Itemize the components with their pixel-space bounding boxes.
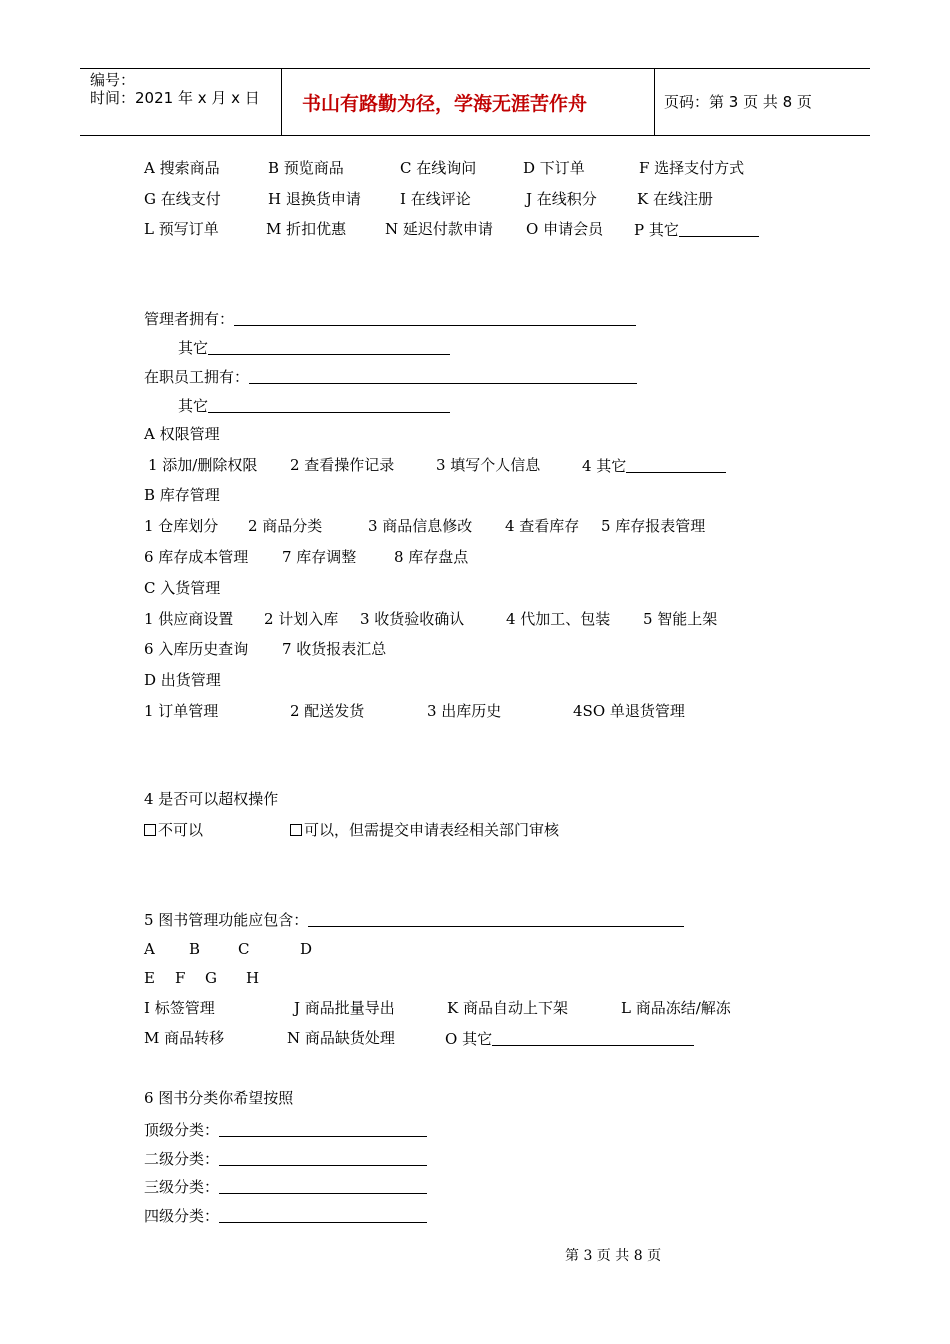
staff-blank[interactable]: [249, 369, 637, 384]
staff-line: [144, 369, 637, 385]
option-not-allowed[interactable]: [144, 823, 203, 838]
function-tag-management: I 标签管理: [144, 999, 215, 1017]
module-b-title: B 库存管理: [144, 486, 220, 504]
level-4-line: [144, 1208, 427, 1224]
option-a: A 搜索商品: [144, 159, 220, 177]
level-4-blank[interactable]: [219, 1208, 427, 1223]
manager-other-blank[interactable]: [208, 340, 450, 355]
module-c-item-4: 4 代加工、包装: [506, 610, 611, 628]
module-a-item-3: 3 填写个人信息: [436, 456, 541, 474]
time-label: 时间：2021 年 x 月 x 日: [90, 89, 260, 107]
module-b-item-3: 3 商品信息修改: [368, 517, 473, 535]
module-c-item-5: 5 智能上架: [643, 610, 718, 628]
module-a-item-1: 1 添加/删除权限: [148, 456, 258, 474]
option-h: H 退换货申请: [268, 190, 361, 208]
header-motto: 书山有路勤为径，学海无涯苦作舟: [302, 93, 588, 115]
option-f: F 选择支付方式: [639, 159, 745, 177]
staff-label: 在职员工拥有：: [144, 368, 250, 386]
module-d-item-2: 2 配送发货: [290, 702, 365, 720]
header-divider-1: [281, 68, 282, 135]
header-divider-2: [654, 68, 655, 135]
level-2-label: 二级分类：: [144, 1150, 220, 1168]
staff-other-line: [178, 398, 450, 414]
level-2-blank[interactable]: [219, 1151, 427, 1166]
level-3-blank[interactable]: [219, 1179, 427, 1194]
question-5-blank[interactable]: [308, 912, 684, 927]
letter-d: D: [300, 940, 313, 958]
level-1-label: 顶级分类：: [144, 1121, 220, 1139]
letter-g: G: [205, 969, 217, 987]
option-b: B 预览商品: [268, 159, 344, 177]
option-allowed-with-approval[interactable]: [290, 823, 559, 838]
module-c-item-1: 1 供应商设置: [144, 610, 234, 628]
module-a-title: A 权限管理: [144, 425, 220, 443]
option-p-blank[interactable]: [679, 222, 759, 237]
module-a-item-4: [582, 458, 726, 474]
manager-blank[interactable]: [234, 311, 636, 326]
function-other: [445, 1031, 694, 1047]
function-auto-shelving: K 商品自动上下架: [447, 999, 568, 1017]
function-stockout: N 商品缺货处理: [287, 1029, 395, 1047]
letter-c: C: [238, 940, 250, 958]
function-other-blank[interactable]: [492, 1031, 694, 1046]
letter-f: F: [175, 969, 186, 987]
level-1-line: [144, 1122, 427, 1138]
staff-other-blank[interactable]: [208, 398, 450, 413]
level-3-label: 三级分类：: [144, 1178, 220, 1196]
manager-other-line: [178, 340, 450, 356]
module-c-item-6: 6 入库历史查询: [144, 640, 249, 658]
function-other-label: O 其它: [445, 1030, 493, 1048]
level-4-label: 四级分类：: [144, 1207, 220, 1225]
header-top-rule: [80, 68, 870, 69]
option-c: C 在线询问: [400, 159, 477, 177]
module-c-item-3: 3 收货验收确认: [360, 610, 465, 628]
checkbox-allowed-with-approval[interactable]: [290, 824, 302, 836]
module-b-item-6: 6 库存成本管理: [144, 548, 249, 566]
question-4-title: 4 是否可以超权操作: [144, 790, 279, 808]
module-b-item-7: 7 库存调整: [282, 548, 357, 566]
option-p: [634, 222, 759, 238]
option-allowed-label: 可以，但需提交申请表经相关部门审核: [304, 821, 560, 839]
option-g: G 在线支付: [144, 190, 221, 208]
module-b-item-1: 1 仓库划分: [144, 517, 219, 535]
question-5-line: [144, 912, 684, 928]
module-a-item-2: 2 查看操作记录: [290, 456, 395, 474]
letter-b: B: [189, 940, 201, 958]
function-batch-export: J 商品批量导出: [294, 999, 395, 1017]
module-a-item-4-label: 4 其它: [582, 457, 627, 475]
manager-other-label: 其它: [178, 339, 209, 357]
question-5-title: 5 图书管理功能应包含：: [144, 911, 309, 929]
option-j: J 在线积分: [526, 190, 597, 208]
letter-h: H: [246, 969, 260, 987]
option-d: D 下订单: [523, 159, 585, 177]
level-1-blank[interactable]: [219, 1122, 427, 1137]
module-d-item-3: 3 出库历史: [427, 702, 502, 720]
option-l: L 预写订单: [144, 220, 219, 238]
option-k: K 在线注册: [637, 190, 713, 208]
header-bottom-rule: [80, 135, 870, 136]
manager-line: [144, 311, 636, 327]
module-b-item-5: 5 库存报表管理: [601, 517, 706, 535]
question-6-title: 6 图书分类你希望按照: [144, 1089, 294, 1107]
module-d-item-4: 4SO 单退货管理: [573, 702, 685, 720]
option-o: O 申请会员: [526, 220, 604, 238]
level-3-line: [144, 1179, 427, 1195]
letter-a: A: [144, 940, 155, 958]
page-code: 页码：第 3 页 共 8 页: [664, 93, 812, 111]
module-b-item-8: 8 库存盘点: [394, 548, 469, 566]
option-m: M 折扣优惠: [266, 220, 347, 238]
module-c-item-2: 2 计划入库: [264, 610, 339, 628]
function-transfer: M 商品转移: [144, 1029, 225, 1047]
module-d-title: D 出货管理: [144, 671, 221, 689]
option-i: I 在线评论: [400, 190, 471, 208]
module-c-item-7: 7 收货报表汇总: [282, 640, 387, 658]
option-p-label: P 其它: [634, 221, 679, 239]
module-b-item-4: 4 查看库存: [505, 517, 580, 535]
checkbox-not-allowed[interactable]: [144, 824, 156, 836]
option-not-allowed-label: 不可以: [158, 821, 204, 839]
number-label: 编号：: [90, 71, 136, 89]
module-b-item-2: 2 商品分类: [248, 517, 323, 535]
module-a-other-blank[interactable]: [626, 458, 726, 473]
option-n: N 延迟付款申请: [385, 220, 493, 238]
module-d-item-1: 1 订单管理: [144, 702, 219, 720]
manager-label: 管理者拥有：: [144, 310, 235, 328]
function-freeze: L 商品冻结/解冻: [621, 999, 731, 1017]
staff-other-label: 其它: [178, 397, 209, 415]
letter-e: E: [144, 969, 155, 987]
level-2-line: [144, 1151, 427, 1167]
footer-page-number: 第 3 页 共 8 页: [565, 1248, 662, 1264]
module-c-title: C 入货管理: [144, 579, 221, 597]
